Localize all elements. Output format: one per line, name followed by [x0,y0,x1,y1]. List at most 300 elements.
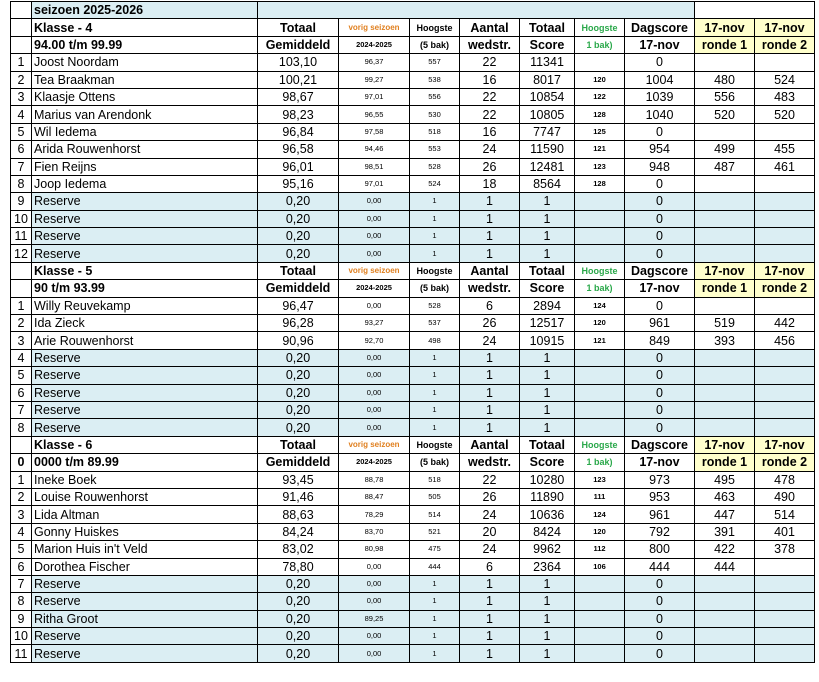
day-score: 0 [625,54,695,71]
col-dagscore: Dagscore [625,19,695,36]
round-1-score [695,54,755,71]
high-1bak [575,610,625,627]
total-score: 12517 [520,315,575,332]
round-2-score [755,367,815,384]
corner-cell [11,2,32,19]
corner-cell [11,436,32,453]
player-row [11,367,815,384]
col-day-date: 17-nov [625,36,695,53]
rank-number: 11 [11,645,32,662]
average-value: 90,96 [258,332,339,349]
high-1bak: 125 [575,123,625,140]
player-row [11,384,815,401]
player-row [11,645,815,662]
player-row [11,349,815,366]
day-score: 953 [625,488,695,505]
col-date-2: 17-nov [755,262,815,279]
range-label: 90 t/m 93.99 [32,280,258,297]
player-row [11,175,815,192]
high-5bak: 528 [410,297,460,314]
player-name: Reserve [32,401,258,418]
day-score: 961 [625,315,695,332]
high-5bak: 556 [410,88,460,105]
col-gemiddeld: Gemiddeld [258,280,339,297]
average-value: 84,24 [258,523,339,540]
day-score: 973 [625,471,695,488]
player-name: Reserve [32,419,258,436]
col-season-year: 2024-2025 [339,36,410,53]
high-1bak [575,228,625,245]
col-totaal: Totaal [258,436,339,453]
games-count: 1 [460,401,520,418]
games-count: 1 [460,349,520,366]
day-score: 0 [625,349,695,366]
day-score: 800 [625,541,695,558]
player-row [11,610,815,627]
col-dagscore: Dagscore [625,262,695,279]
round-2-score: 442 [755,315,815,332]
player-name: Reserve [32,228,258,245]
round-1-score [695,367,755,384]
rank-number: 11 [11,228,32,245]
col-date-1: 17-nov [695,19,755,36]
previous-season-avg: 97,58 [339,123,410,140]
games-count: 16 [460,71,520,88]
round-2-score: 483 [755,88,815,105]
average-value: 0,20 [258,367,339,384]
col-season-year: 2024-2025 [339,454,410,471]
high-5bak: 1 [410,245,460,262]
total-score: 10280 [520,471,575,488]
high-1bak [575,593,625,610]
high-5bak: 1 [410,419,460,436]
previous-season-avg: 96,37 [339,54,410,71]
rank-number: 6 [11,558,32,575]
sheet-body [11,2,815,663]
total-score: 10915 [520,332,575,349]
high-5bak: 1 [410,610,460,627]
total-score: 1 [520,245,575,262]
games-count: 1 [460,384,520,401]
day-score: 444 [625,558,695,575]
games-count: 26 [460,158,520,175]
col-hoogste: Hoogste [410,262,460,279]
round-1-score: 499 [695,141,755,158]
round-2-score: 520 [755,106,815,123]
season-fill [258,2,695,19]
games-count: 22 [460,88,520,105]
col-wedstr: wedstr. [460,280,520,297]
total-score: 1 [520,401,575,418]
col-date-2: 17-nov [755,19,815,36]
round-2-score [755,123,815,140]
rank-number: 9 [11,193,32,210]
rank-number: 1 [11,471,32,488]
round-2-score [755,228,815,245]
klasse-title: Klasse - 4 [32,19,258,36]
previous-season-avg: 98,51 [339,158,410,175]
high-1bak: 120 [575,315,625,332]
games-count: 20 [460,523,520,540]
player-row [11,541,815,558]
day-score: 0 [625,401,695,418]
player-name: Ida Zieck [32,315,258,332]
high-5bak: 1 [410,645,460,662]
high-5bak: 528 [410,158,460,175]
day-score: 1040 [625,106,695,123]
previous-season-avg: 89,25 [339,610,410,627]
round-2-score: 478 [755,471,815,488]
previous-season-avg: 0,00 [339,228,410,245]
col-totaal-score: Totaal [520,436,575,453]
round-2-score [755,297,815,314]
round-1-score [695,610,755,627]
col-date-2: 17-nov [755,436,815,453]
player-row [11,523,815,540]
average-value: 96,58 [258,141,339,158]
col-aantal: Aantal [460,436,520,453]
rank-number: 6 [11,384,32,401]
player-name: Reserve [32,245,258,262]
player-row [11,228,815,245]
col-dagscore: Dagscore [625,436,695,453]
player-name: Ineke Boek [32,471,258,488]
player-row [11,123,815,140]
day-score: 0 [625,419,695,436]
games-count: 16 [460,123,520,140]
player-row [11,401,815,418]
day-score: 0 [625,367,695,384]
games-count: 6 [460,297,520,314]
col-gemiddeld: Gemiddeld [258,36,339,53]
high-1bak: 106 [575,558,625,575]
rank-number: 4 [11,523,32,540]
col-1bak: 1 bak) [575,280,625,297]
rank-number: 5 [11,367,32,384]
col-ronde-2: ronde 2 [755,454,815,471]
total-score: 10636 [520,506,575,523]
player-name: Reserve [32,575,258,592]
round-2-score [755,245,815,262]
high-1bak: 121 [575,332,625,349]
average-value: 0,20 [258,228,339,245]
previous-season-avg: 88,47 [339,488,410,505]
col-hoogste-bak: Hoogste [575,436,625,453]
games-count: 24 [460,541,520,558]
high-5bak: 1 [410,193,460,210]
high-5bak: 444 [410,558,460,575]
col-season-year: 2024-2025 [339,280,410,297]
high-1bak [575,401,625,418]
player-row [11,88,815,105]
total-score: 1 [520,367,575,384]
corner-cell [11,262,32,279]
round-1-score: 391 [695,523,755,540]
high-5bak: 514 [410,506,460,523]
round-2-score [755,210,815,227]
total-score: 1 [520,575,575,592]
round-1-score: 393 [695,332,755,349]
high-5bak: 521 [410,523,460,540]
player-name: Lida Altman [32,506,258,523]
games-count: 1 [460,575,520,592]
high-1bak: 124 [575,297,625,314]
games-count: 1 [460,367,520,384]
rank-number: 8 [11,593,32,610]
games-count: 1 [460,193,520,210]
player-name: Joop Iedema [32,175,258,192]
total-score: 1 [520,610,575,627]
round-1-score [695,593,755,610]
total-score: 8424 [520,523,575,540]
day-score: 0 [625,245,695,262]
rank-number: 2 [11,315,32,332]
previous-season-avg: 97,01 [339,88,410,105]
range-number [11,36,32,53]
round-2-score: 456 [755,332,815,349]
col-totaal-score: Totaal [520,262,575,279]
rank-number: 10 [11,628,32,645]
rank-number: 2 [11,71,32,88]
round-2-score [755,175,815,192]
col-score: Score [520,454,575,471]
player-name: Reserve [32,628,258,645]
games-count: 26 [460,488,520,505]
round-1-score: 422 [695,541,755,558]
round-1-score: 495 [695,471,755,488]
average-value: 0,20 [258,645,339,662]
round-1-score: 520 [695,106,755,123]
total-score: 1 [520,384,575,401]
high-1bak [575,575,625,592]
total-score: 11590 [520,141,575,158]
average-value: 103,10 [258,54,339,71]
player-name: Arida Rouwenhorst [32,141,258,158]
high-1bak: 128 [575,106,625,123]
col-wedstr: wedstr. [460,36,520,53]
previous-season-avg: 93,27 [339,315,410,332]
col-day-date: 17-nov [625,280,695,297]
high-5bak: 1 [410,401,460,418]
season-row [11,2,815,19]
player-row [11,506,815,523]
high-5bak: 557 [410,54,460,71]
games-count: 1 [460,210,520,227]
average-value: 0,20 [258,610,339,627]
games-count: 1 [460,419,520,436]
previous-season-avg: 0,00 [339,645,410,662]
high-5bak: 1 [410,628,460,645]
high-1bak [575,193,625,210]
round-2-score: 455 [755,141,815,158]
previous-season-avg: 97,01 [339,175,410,192]
corner-cell [11,19,32,36]
rank-number: 8 [11,419,32,436]
high-5bak: 538 [410,71,460,88]
games-count: 1 [460,610,520,627]
games-count: 24 [460,506,520,523]
round-1-score [695,123,755,140]
high-5bak: 1 [410,367,460,384]
total-score: 1 [520,593,575,610]
player-row [11,245,815,262]
player-row [11,315,815,332]
total-score: 2364 [520,558,575,575]
previous-season-avg: 80,98 [339,541,410,558]
previous-season-avg: 0,00 [339,210,410,227]
high-1bak [575,210,625,227]
previous-season-avg: 0,00 [339,349,410,366]
total-score: 1 [520,228,575,245]
previous-season-avg: 0,00 [339,297,410,314]
player-name: Wil Iedema [32,123,258,140]
high-5bak: 505 [410,488,460,505]
round-2-score: 461 [755,158,815,175]
previous-season-avg: 96,55 [339,106,410,123]
high-5bak: 1 [410,349,460,366]
round-2-score [755,645,815,662]
high-5bak: 1 [410,575,460,592]
day-score: 0 [625,384,695,401]
col-gemiddeld: Gemiddeld [258,454,339,471]
rank-number: 4 [11,106,32,123]
average-value: 0,20 [258,593,339,610]
average-value: 0,20 [258,349,339,366]
high-1bak [575,419,625,436]
round-1-score [695,575,755,592]
rank-number: 12 [11,245,32,262]
rank-number: 3 [11,332,32,349]
average-value: 88,63 [258,506,339,523]
previous-season-avg: 92,70 [339,332,410,349]
range-number [11,280,32,297]
player-row [11,575,815,592]
total-score: 1 [520,210,575,227]
col-aantal: Aantal [460,262,520,279]
round-2-score: 524 [755,71,815,88]
rank-number: 6 [11,141,32,158]
day-score: 0 [625,575,695,592]
player-name: Reserve [32,384,258,401]
average-value: 0,20 [258,210,339,227]
round-2-score [755,54,815,71]
season-blank [695,2,815,19]
section-header-row [11,436,815,453]
round-1-score [695,628,755,645]
high-1bak [575,628,625,645]
games-count: 1 [460,245,520,262]
player-row [11,558,815,575]
previous-season-avg: 83,70 [339,523,410,540]
round-1-score [695,175,755,192]
day-score: 1004 [625,71,695,88]
day-score: 1039 [625,88,695,105]
player-name: Marius van Arendonk [32,106,258,123]
previous-season-avg: 0,00 [339,384,410,401]
total-score: 1 [520,628,575,645]
col-1bak: 1 bak) [575,454,625,471]
player-name: Reserve [32,349,258,366]
col-aantal: Aantal [460,19,520,36]
player-name: Arie Rouwenhorst [32,332,258,349]
col-score: Score [520,280,575,297]
player-row [11,593,815,610]
rank-number: 7 [11,158,32,175]
col-ronde-1: ronde 1 [695,280,755,297]
player-name: Fien Reijns [32,158,258,175]
games-count: 18 [460,175,520,192]
col-score: Score [520,36,575,53]
round-2-score [755,401,815,418]
high-5bak: 553 [410,141,460,158]
round-2-score: 514 [755,506,815,523]
player-row [11,488,815,505]
section-header-row [11,19,815,36]
player-name: Marion Huis in't Veld [32,541,258,558]
round-1-score [695,193,755,210]
player-row [11,419,815,436]
high-1bak: 120 [575,523,625,540]
rank-number: 1 [11,54,32,71]
high-1bak: 124 [575,506,625,523]
section-header-row [11,262,815,279]
player-row [11,297,815,314]
total-score: 7747 [520,123,575,140]
round-1-score: 444 [695,558,755,575]
day-score: 849 [625,332,695,349]
high-1bak: 111 [575,488,625,505]
range-label: 94.00 t/m 99.99 [32,36,258,53]
col-ronde-2: ronde 2 [755,36,815,53]
round-2-score [755,628,815,645]
round-1-score [695,384,755,401]
round-1-score: 463 [695,488,755,505]
high-5bak: 518 [410,471,460,488]
player-row [11,141,815,158]
high-1bak: 121 [575,141,625,158]
round-2-score [755,610,815,627]
previous-season-avg: 0,00 [339,245,410,262]
high-1bak: 112 [575,541,625,558]
games-count: 24 [460,332,520,349]
high-1bak [575,384,625,401]
rank-number: 3 [11,88,32,105]
col-ronde-1: ronde 1 [695,454,755,471]
day-score: 0 [625,193,695,210]
average-value: 100,21 [258,71,339,88]
previous-season-avg: 0,00 [339,558,410,575]
high-1bak: 120 [575,71,625,88]
games-count: 24 [460,141,520,158]
col-vorig: vorig seizoen [339,262,410,279]
player-row [11,158,815,175]
average-value: 96,84 [258,123,339,140]
player-row [11,332,815,349]
high-1bak: 128 [575,175,625,192]
rank-number: 7 [11,575,32,592]
player-name: Tea Braakman [32,71,258,88]
rank-number: 1 [11,297,32,314]
average-value: 0,20 [258,628,339,645]
col-date-1: 17-nov [695,436,755,453]
round-1-score [695,401,755,418]
section-subheader-row [11,454,815,471]
games-count: 1 [460,228,520,245]
day-score: 0 [625,645,695,662]
round-1-score [695,419,755,436]
total-score: 10854 [520,88,575,105]
total-score: 9962 [520,541,575,558]
